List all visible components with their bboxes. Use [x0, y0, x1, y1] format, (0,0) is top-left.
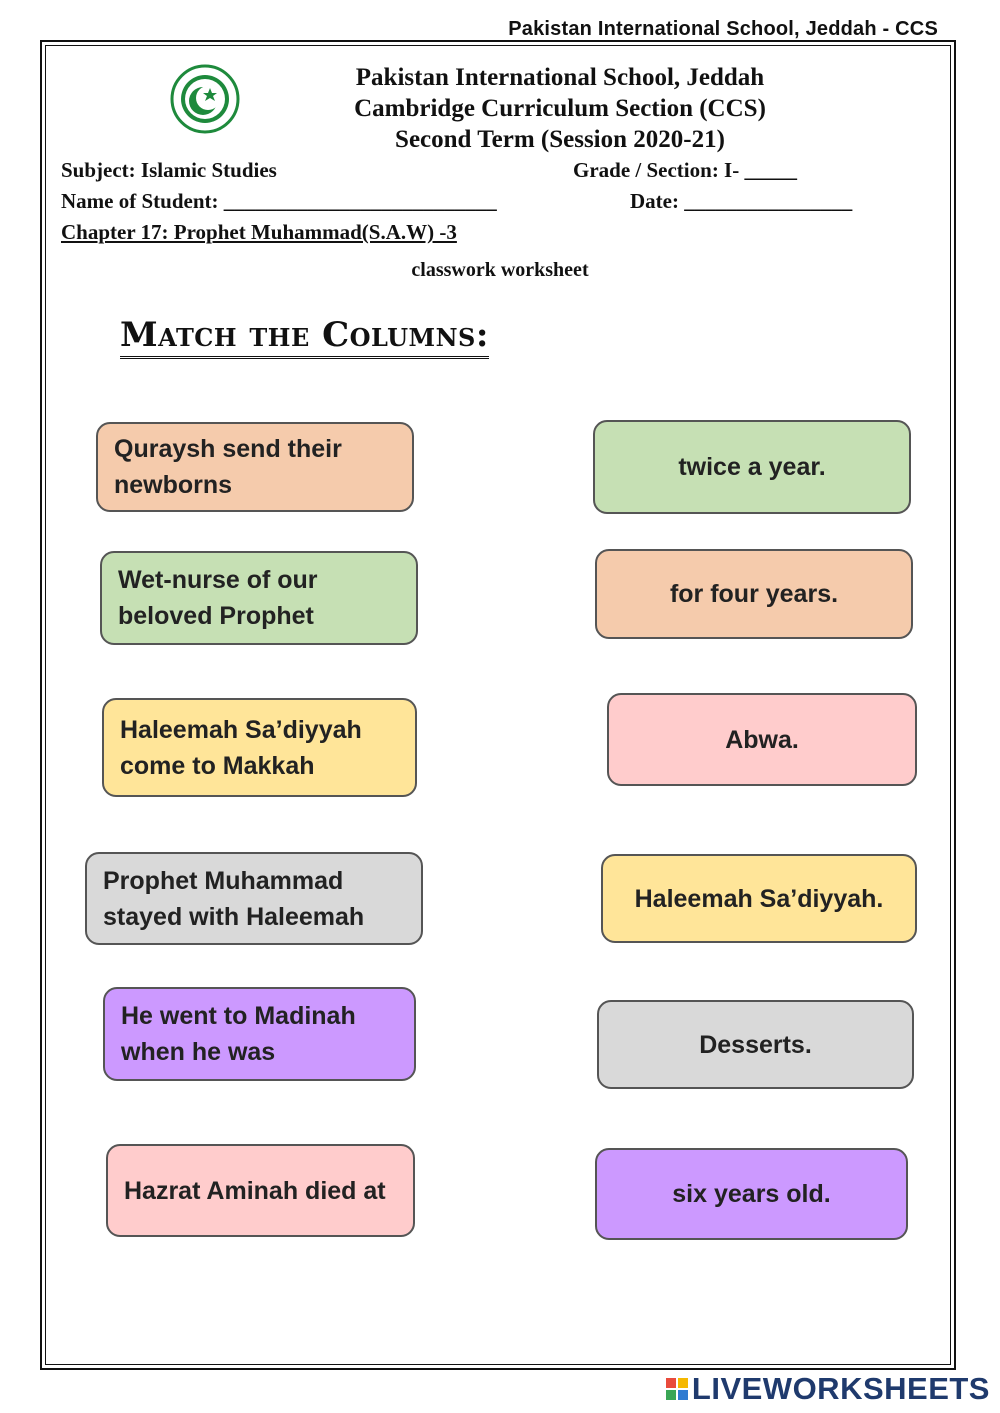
student-name-label: Name of Student: __________________________	[61, 189, 497, 213]
chapter-title: Chapter 17: Prophet Muhammad(S.A.W) -3	[61, 220, 457, 244]
right-item-2[interactable]: for four years.	[595, 549, 913, 639]
left-item-5[interactable]: He went to Madinah when he was	[103, 987, 416, 1081]
right-item-4[interactable]: Haleemah Sa’diyyah.	[601, 854, 917, 943]
right-item-6[interactable]: six years old.	[595, 1148, 908, 1240]
date-label: Date: ________________	[630, 189, 853, 213]
liveworksheets-logo-icon	[666, 1378, 688, 1400]
left-item-2[interactable]: Wet-nurse of our beloved Prophet	[100, 551, 418, 645]
match-title: Match the Columns:	[120, 314, 489, 359]
left-item-1[interactable]: Quraysh send their newborns	[96, 422, 414, 512]
right-item-5[interactable]: Desserts.	[597, 1000, 914, 1089]
left-item-3[interactable]: Haleemah Sa’diyyah come to Makkah	[102, 698, 417, 797]
section-name: Cambridge Curriculum Section (CCS)	[354, 95, 766, 122]
grade-section-label: Grade / Section: I- _____	[573, 158, 797, 182]
right-item-1[interactable]: twice a year.	[593, 420, 911, 514]
top-header: Pakistan International School, Jeddah - CCS	[508, 18, 938, 40]
school-heading	[330, 62, 790, 155]
school-name: Pakistan International School, Jeddah	[355, 64, 765, 91]
right-item-3[interactable]: Abwa.	[607, 693, 917, 786]
left-item-4[interactable]: Prophet Muhammad stayed with Haleemah	[85, 852, 423, 945]
school-logo-icon	[170, 64, 240, 134]
worksheet-subtitle: classwork worksheet	[411, 259, 589, 281]
liveworksheets-watermark	[666, 1371, 990, 1407]
left-item-6[interactable]: Hazrat Aminah died at	[106, 1144, 415, 1237]
watermark-text: LIVEWORKSHEETS	[691, 1371, 990, 1406]
term-name: Second Term (Session 2020-21)	[395, 126, 725, 153]
subject-label: Subject: Islamic Studies	[61, 158, 277, 182]
